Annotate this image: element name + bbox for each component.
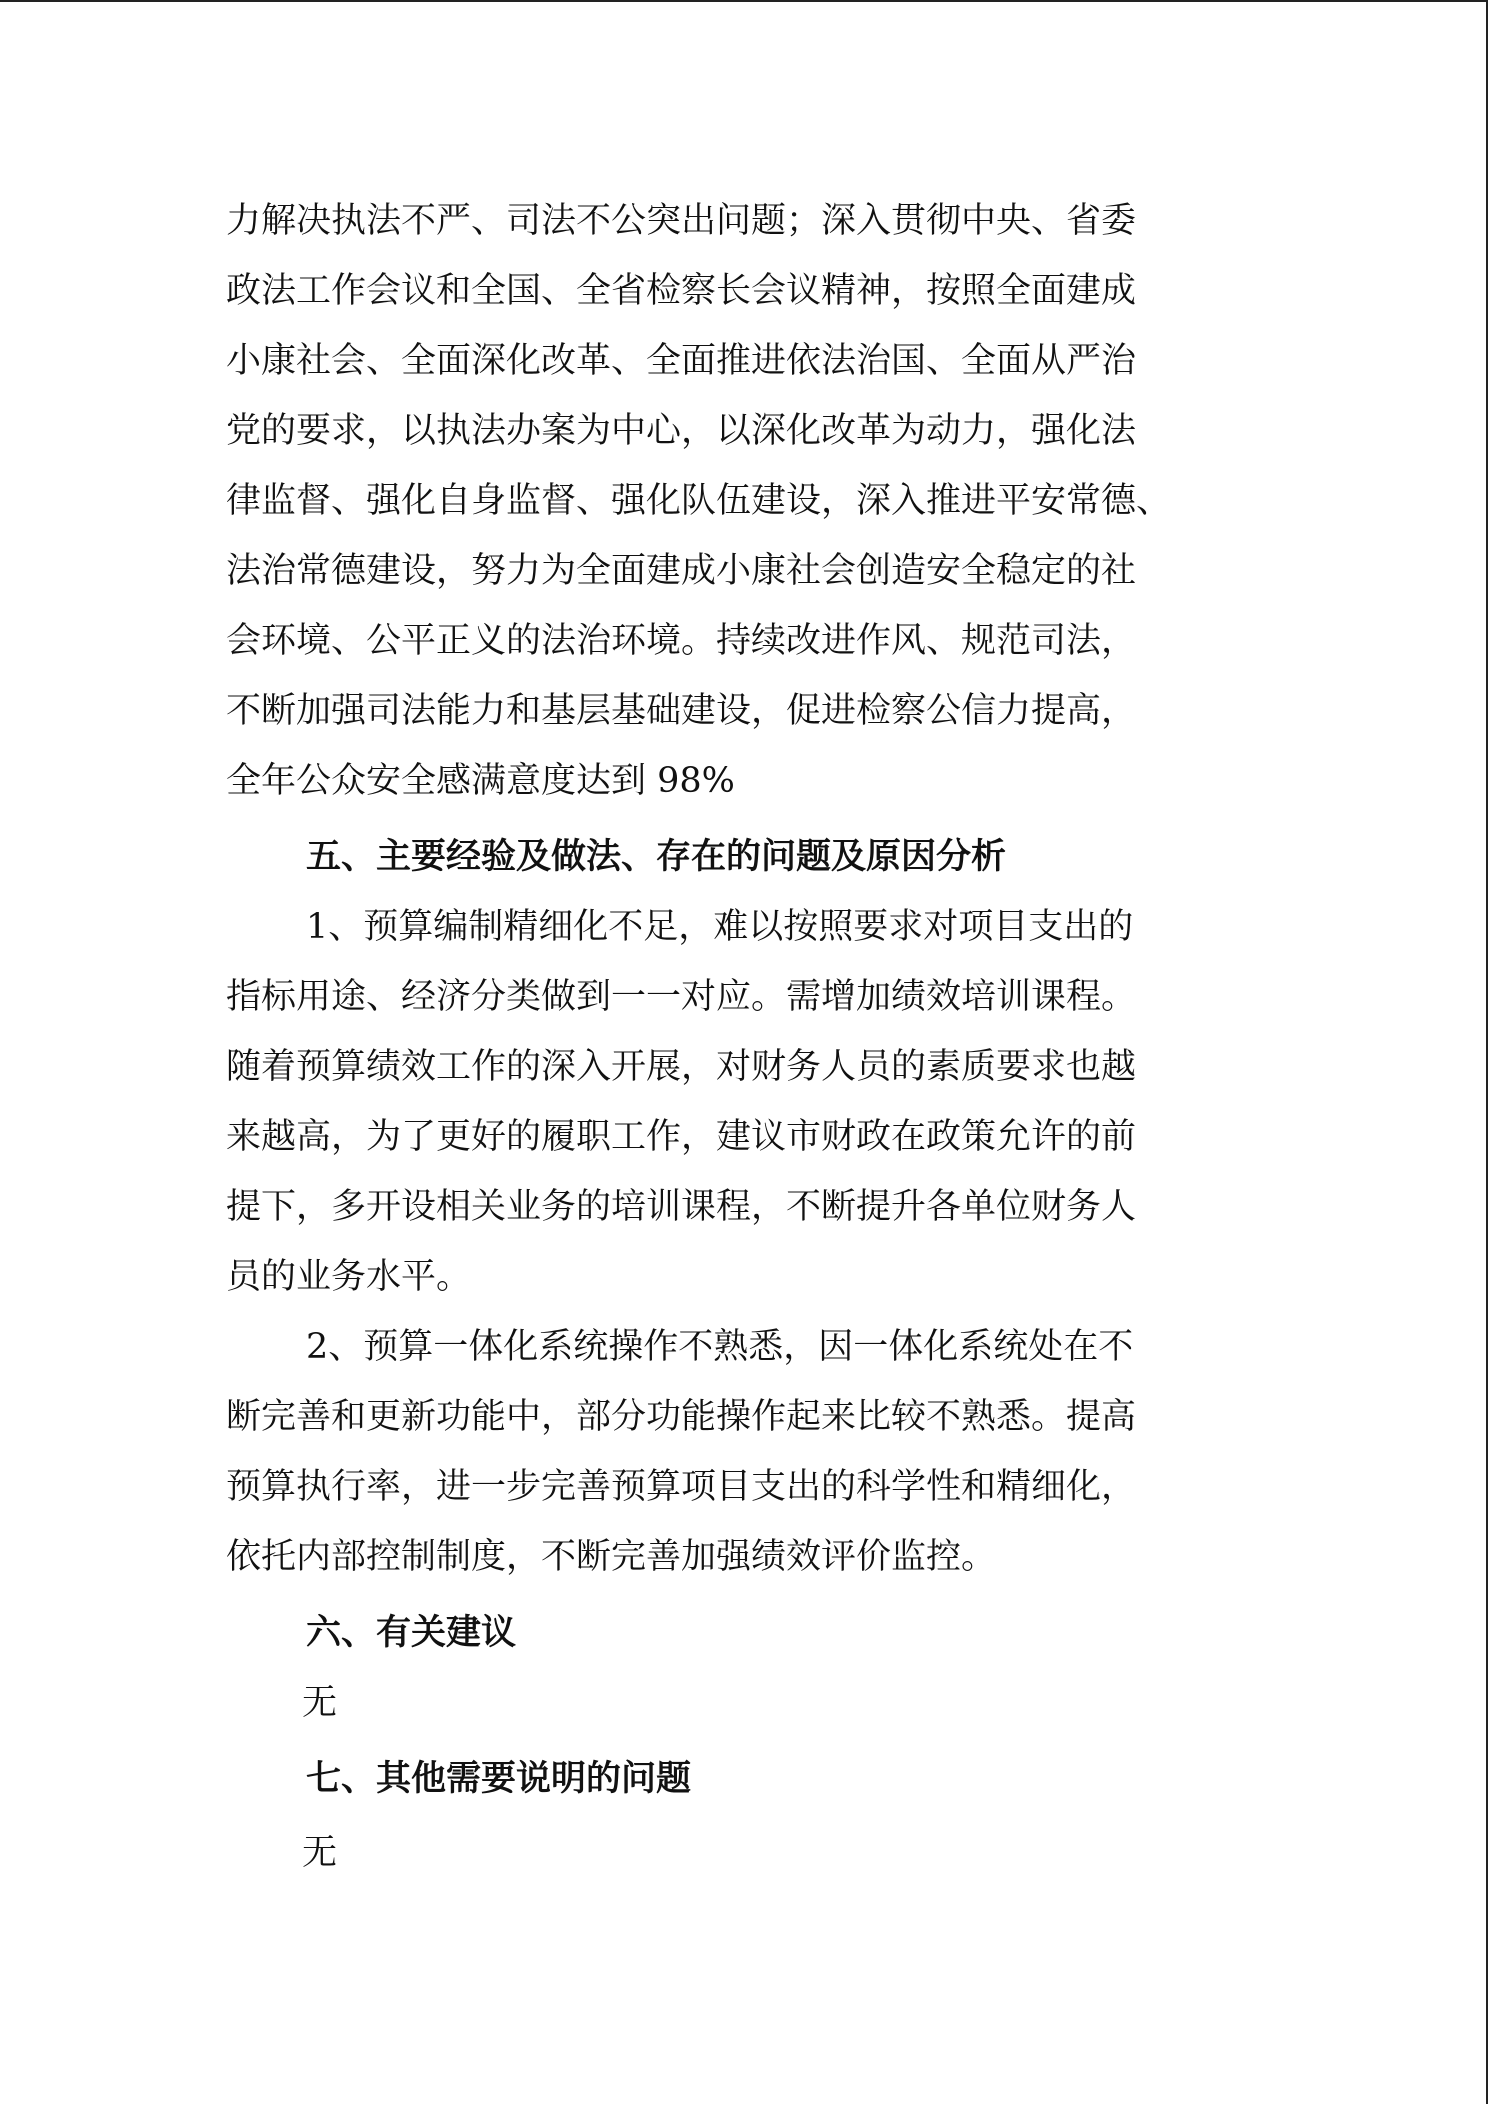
intro-paragraph [226,186,1171,816]
section-7-heading: 七、其他需要说明的问题 [306,1759,692,1799]
text-line: 力解决执法不严、司法不公突出问题；深入贯彻中央、省委 [226,201,1137,241]
text-line: 来越高，为了更好的履职工作，建议市财政在政策允许的前 [226,1117,1137,1157]
section-5-item-1 [226,892,1136,1312]
section-5-heading: 五、主要经验及做法、存在的问题及原因分析 [306,837,1007,877]
text-line: 员的业务水平。 [226,1257,472,1297]
section-6-heading: 六、有关建议 [306,1613,517,1653]
section-5-item-2 [226,1312,1136,1592]
text-line: 依托内部控制制度，不断完善加强绩效评价监控。 [226,1537,997,1577]
text-line: 党的要求，以执法办案为中心，以深化改革为动力，强化法 [226,411,1137,451]
text-line: 律监督、强化自身监督、强化队伍建设，深入推进平安常德、 [226,481,1172,521]
text-line: 预算执行率，进一步完善预算项目支出的科学性和精细化， [226,1467,1137,1507]
text-line: 指标用途、经济分类做到一一对应。需增加绩效培训课程。 [226,977,1137,1017]
section-6-body: 无 [302,1683,338,1723]
text-line: 不断加强司法能力和基层基础建设，促进检察公信力提高， [226,691,1137,731]
text-line: 全年公众安全感满意度达到 98% [226,761,735,801]
section-7-body: 无 [302,1833,338,1873]
text-line: 2、预算一体化系统操作不熟悉，因一体化系统处在不 [306,1327,1134,1367]
text-line: 法治常德建设，努力为全面建成小康社会创造安全稳定的社 [226,551,1137,591]
text-line: 断完善和更新功能中，部分功能操作起来比较不熟悉。提高 [226,1397,1137,1437]
text-line: 提下，多开设相关业务的培训课程，不断提升各单位财务人 [226,1187,1137,1227]
text-line: 政法工作会议和全国、全省检察长会议精神，按照全面建成 [226,271,1137,311]
text-line: 1、预算编制精细化不足，难以按照要求对项目支出的 [306,907,1134,947]
text-line: 会环境、公平正义的法治环境。持续改进作风、规范司法， [226,621,1137,661]
text-line: 随着预算绩效工作的深入开展，对财务人员的素质要求也越 [226,1047,1137,1087]
text-line: 小康社会、全面深化改革、全面推进依法治国、全面从严治 [226,341,1137,381]
